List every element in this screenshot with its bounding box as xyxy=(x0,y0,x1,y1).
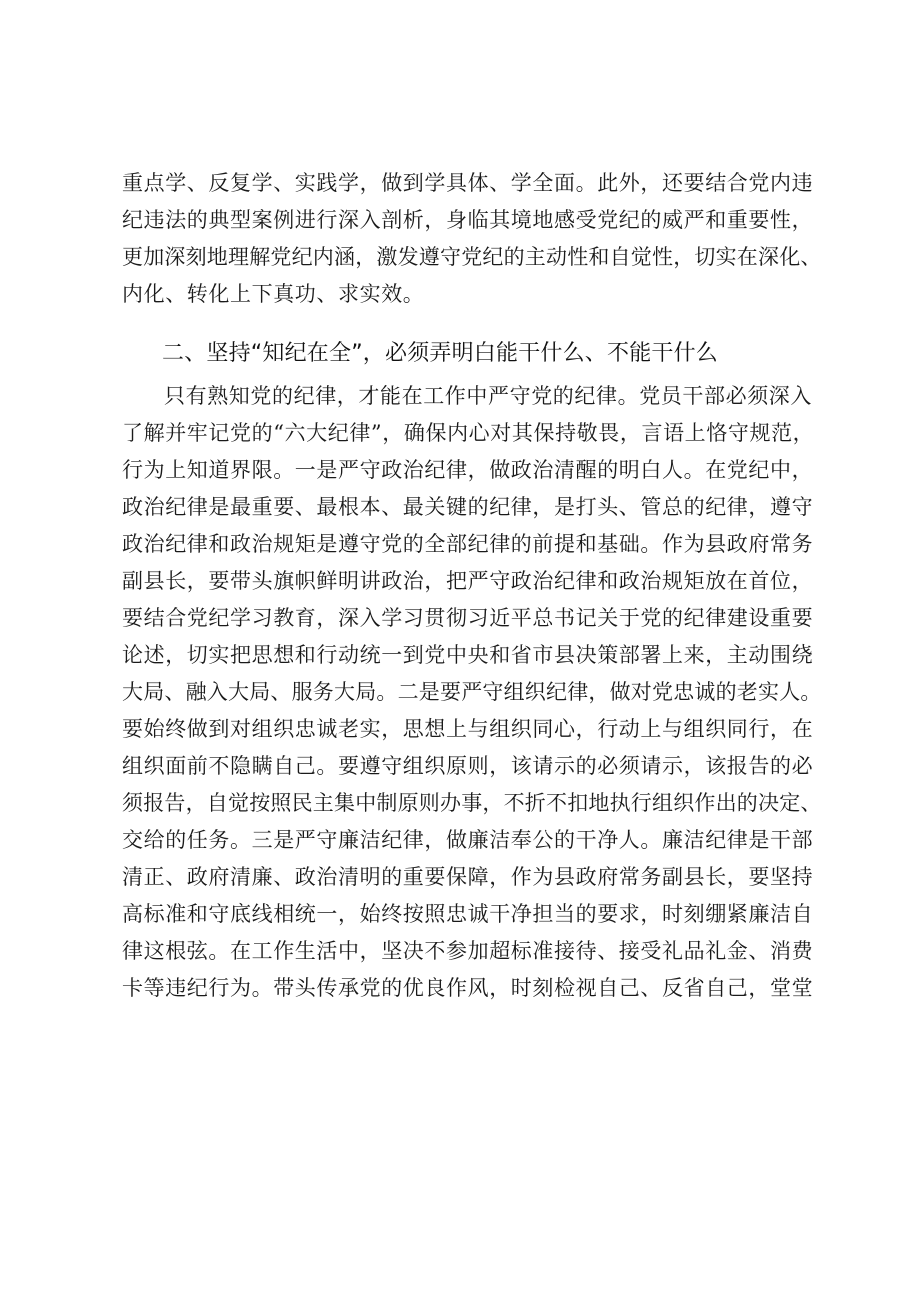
paragraph-1-line-4: 内化、转化上下真功、求实效。 xyxy=(122,282,425,306)
paragraph-2-line-2: 了解并牢记党的“六大纪律”，确保内心对其保持敬畏，言语上恪守规范， xyxy=(122,421,815,445)
paragraph-2-line-8: 论述，切实把思想和行动统一到党中央和省市县决策部署上来，主动围绕 xyxy=(122,643,814,667)
section-heading-2: 二、坚持“知纪在全”，必须弄明白能干什么、不能干什么 xyxy=(162,341,718,366)
paragraph-2-line-9: 大局、融入大局、服务大局。二是要严守组织纪律，做对党忠诚的老实人。 xyxy=(122,680,822,704)
paragraph-2-line-11: 组织面前不隐瞒自己。要遵守组织原则，该请示的必须请示，该报告的必 xyxy=(122,754,814,778)
paragraph-2-line-3: 行为上知道界限。一是严守政治纪律，做政治清醒的明白人。在党纪中， xyxy=(122,458,814,482)
paragraph-2-line-6: 副县长，要带头旗帜鲜明讲政治，把严守政治纪律和政治规矩放在首位， xyxy=(122,569,814,593)
paragraph-2-line-17: 卡等违纪行为。带头传承党的优良作风，时刻检视自己、反省自己，堂堂 xyxy=(122,976,814,1000)
paragraph-2-line-12: 须报告，自觉按照民主集中制原则办事，不折不扣地执行组织作出的决定、 xyxy=(122,791,822,815)
paragraph-2-line-14: 清正、政府清廉、政治清明的重要保障，作为县政府常务副县长，要坚持 xyxy=(122,865,814,889)
paragraph-1-line-2: 纪违法的典型案例进行深入剖析，身临其境地感受党纪的威严和重要性， xyxy=(122,208,814,232)
paragraph-2-line-15: 高标准和守底线相统一，始终按照忠诚干净担当的要求，时刻绷紧廉洁自 xyxy=(122,902,814,926)
paragraph-2-line-4: 政治纪律是最重要、最根本、最关键的纪律，是打头、管总的纪律，遵守 xyxy=(122,495,814,519)
paragraph-1-line-3: 更加深刻地理解党纪内涵，激发遵守党纪的主动性和自觉性，切实在深化、 xyxy=(122,245,822,269)
paragraph-2-line-1: 只有熟知党的纪律，才能在工作中严守党的纪律。党员干部必须深入 xyxy=(164,384,812,408)
paragraph-2-line-10: 要始终做到对组织忠诚老实，思想上与组织同心，行动上与组织同行，在 xyxy=(122,717,814,741)
paragraph-2-line-16: 律这根弦。在工作生活中，坚决不参加超标准接待、接受礼品礼金、消费 xyxy=(122,939,814,963)
paragraph-2-line-5: 政治纪律和政治规矩是遵守党的全部纪律的前提和基础。作为县政府常务 xyxy=(122,532,814,556)
paragraph-2-line-13: 交给的任务。三是严守廉洁纪律，做廉洁奉公的干净人。廉洁纪律是干部 xyxy=(122,828,814,852)
paragraph-2-line-7: 要结合党纪学习教育，深入学习贯彻习近平总书记关于党的纪律建设重要 xyxy=(122,606,814,630)
paragraph-1-line-1: 重点学、反复学、实践学，做到学具体、学全面。此外，还要结合党内违 xyxy=(122,171,814,195)
